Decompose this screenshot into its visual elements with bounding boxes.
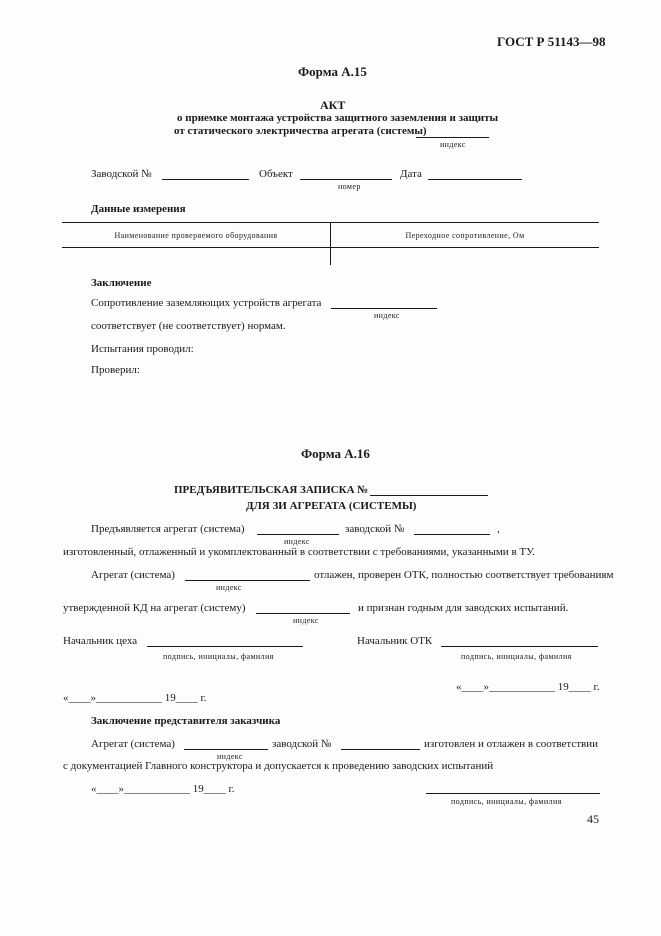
approved-kd-text: утвержденной КД на агрегат (систему) [63,602,246,614]
factory-number-blank[interactable] [162,179,249,180]
signature-caption-2: подпись, инициалы, фамилия [461,652,572,661]
customer-factory-blank[interactable] [341,749,420,750]
form-a15-title: Форма А.15 [298,64,367,79]
table-cell-resistance[interactable] [331,248,600,266]
date-right: «____»____________ 19____ г. [456,681,600,693]
customer-index-blank[interactable] [184,749,268,750]
presented-text: Предъявляется агрегат (система) [91,523,245,535]
tested-by-label: Испытания проводил: [91,343,194,355]
act-title: АКТ [320,98,346,112]
column-equipment: Наименование проверяемого оборудования [62,223,331,248]
customer-conclusion-heading: Заключение представителя заказчика [91,715,281,727]
factory-number-label: Заводской № [91,168,152,180]
index-caption-b: индекс [216,583,242,592]
note-number-blank[interactable] [370,495,488,496]
act-subtitle-line1: о приемке монтажа устройства защитного заземления и защиты [177,112,499,124]
unit-adjusted-label: Агрегат (система) [91,569,175,581]
measurement-table [62,222,599,265]
column-resistance: Переходное сопротивление, Ом [331,223,600,248]
head-of-otk-signature[interactable] [441,646,598,647]
conclusion-heading: Заключение [91,277,152,289]
resistance-text: Сопротивление заземляющих устройств агрегата [91,297,322,309]
standard-code: ГОСТ Р 51143—98 [497,34,606,49]
signature-caption-3: подпись, инициалы, фамилия [451,797,562,806]
object-label: Объект [259,168,293,180]
index-caption-a: индекс [284,537,310,546]
documentation-text: с документацией Главного конструктора и допускается к проведению заводских испытаний [63,760,494,772]
comma: , [497,523,500,535]
checked-by-label: Проверил: [91,364,140,376]
head-of-otk-label: Начальник ОТК [357,635,433,647]
index-caption: индекс [440,140,466,149]
number-caption: номер [338,182,361,191]
unit-customer-label: Агрегат (система) [91,738,175,750]
date-blank[interactable] [428,179,522,180]
customer-rest-text: изготовлен и отлажен в соответствии [424,738,599,750]
approved-rest-text: и признан годным для заводских испытаний. [358,602,569,614]
table-cell-equipment[interactable] [62,248,331,266]
head-of-shop-signature[interactable] [147,646,303,647]
object-blank[interactable] [300,179,392,180]
system-index-blank[interactable] [416,137,489,138]
note-heading-line2: ДЛЯ ЗИ АГРЕГАТА (СИСТЕМЫ) [246,500,417,512]
presented-index-blank[interactable] [257,534,339,535]
adjusted-index-blank[interactable] [185,580,310,581]
date-label: Дата [400,168,422,180]
index-caption-c: индекс [293,616,319,625]
presented-factory-blank[interactable] [414,534,490,535]
form-a16-title: Форма А.16 [301,446,370,461]
index-caption-d: индекс [217,752,243,761]
index-caption-2: индекс [374,311,400,320]
presented-factory-label: заводской № [345,523,405,535]
date-left: «____»____________ 19____ г. [63,692,207,704]
unit-index-blank[interactable] [331,308,437,309]
measured-data-heading: Данные измерения [91,203,186,215]
corresponds-text: соответствует (не соответствует) нормам. [91,320,286,332]
table-header-row [62,223,599,248]
signature-caption-1: подпись, инициалы, фамилия [163,652,274,661]
page-number: 45 [587,812,599,826]
customer-factory-label: заводской № [272,738,332,750]
customer-signature[interactable] [426,793,600,794]
adjusted-text: отлажен, проверен ОТК, полностью соответствует требованиям [314,569,614,581]
note-heading-line1: ПРЕДЪЯВИТЕЛЬСКАЯ ЗАПИСКА № [174,484,369,496]
table-row [62,248,599,266]
act-subtitle-line2: от статического электричества агрегата (системы) [174,125,427,137]
approved-index-blank[interactable] [256,613,350,614]
head-of-shop-label: Начальник цеха [63,635,138,647]
manufactured-text: изготовленный, отлаженный и укомплектованный в соответствии с требованиями, указанными в ТУ. [63,546,535,558]
date-bottom: «____»____________ 19____ г. [91,783,235,795]
